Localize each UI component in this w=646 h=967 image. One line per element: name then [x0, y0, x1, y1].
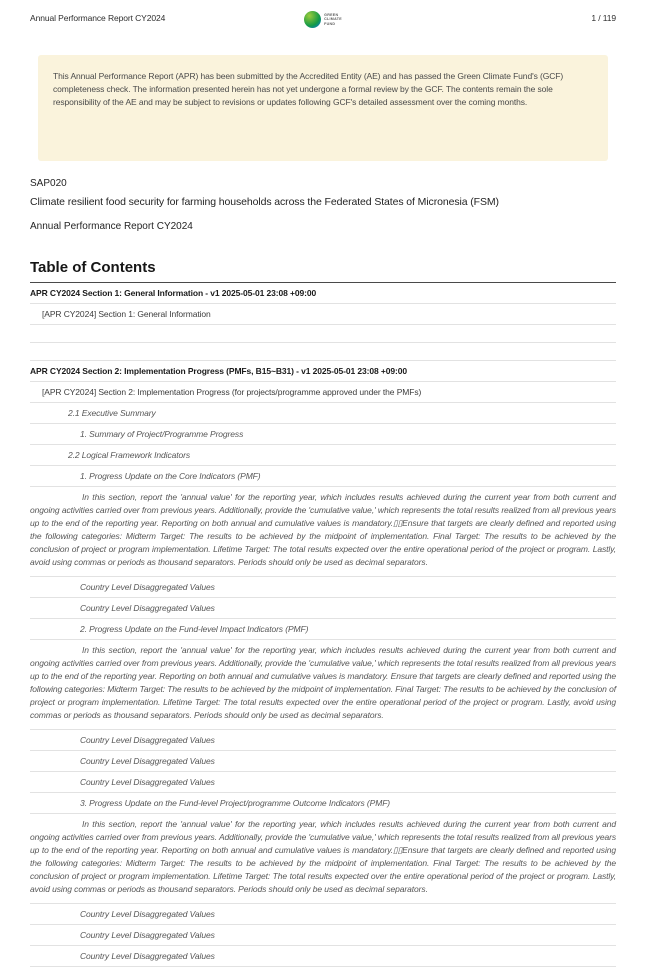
toc-row-sub2: Country Level Disaggregated Values	[30, 925, 616, 946]
toc-row-section: APR CY2024 Section 2: Implementation Progress (PMFs, B15~B31) - v1 2025-05-01 23:08 +09:00	[30, 361, 616, 382]
toc-row-sub1: 2.2 Logical Framework Indicators	[30, 445, 616, 466]
completeness-notice-box	[38, 55, 608, 161]
gcf-logo-text	[324, 13, 342, 26]
page-number-indicator: 1 / 119	[591, 13, 616, 23]
toc-row-sub2: 3. Progress Update on the Fund-level Project/programme Outcome Indicators (PMF)	[30, 793, 616, 814]
project-code: SAP020	[30, 178, 67, 189]
toc-row-sub2: Country Level Disaggregated Values	[30, 577, 616, 598]
gcf-logo-line2: CLIMATE	[324, 17, 342, 22]
toc-row-sub2: 2. Progress Update on the Fund-level Impact Indicators (PMF)	[30, 619, 616, 640]
toc-row-sub2: Country Level Disaggregated Values	[30, 946, 616, 967]
toc-row-entry: [APR CY2024] Section 2: Implementation Progress (for projects/programme approved under the PMFs)	[30, 382, 616, 403]
toc-row-paragraph: In this section, report the 'annual value' for the reporting year, which includes results achieved during the current year from both current and ongoing activities carried over from previous years. Additionally, provide the 'cumulative value,' which represents the total results realized from all previous years up to the end of the reporting year. Reporting on both annual and cumulative values is mandatory.▯▯Ensure that targets are clearly defined and reported using the following categories: Midterm Target: The results to be achieved by the midpoint of implementation. Final Target: The results to be achieved by the conclusion of project or program implementation. Lifetime Target: The total results expected over the entire operational period of the project or program. Lastly, avoid using commas or periods as thousand separators. Periods should only be used as decimal separators.	[30, 487, 616, 577]
gcf-logo-line3: FUND	[324, 21, 336, 26]
report-subtitle: Annual Performance Report CY2024	[30, 221, 193, 232]
toc-row-entry: [APR CY2024] Section 1: General Information	[30, 304, 616, 325]
toc-row-sub2: Country Level Disaggregated Values	[30, 772, 616, 793]
toc-row-sub2: Country Level Disaggregated Values	[30, 751, 616, 772]
gcf-globe-icon	[304, 11, 321, 28]
toc-row-empty	[30, 325, 616, 343]
toc-row-sub2: Country Level Disaggregated Values	[30, 730, 616, 751]
toc-row-section: APR CY2024 Section 1: General Information - v1 2025-05-01 23:08 +09:00	[30, 283, 616, 304]
toc-row-sub2: Country Level Disaggregated Values	[30, 904, 616, 925]
completeness-notice-text: This Annual Performance Report (APR) has been submitted by the Accredited Entity (AE) and has passed the Green Climate Fund's (GCF) completeness check. The information presented herein has not yet undergone a formal review by the GCF. The contents remain the sole responsibility of the AE and may be subject to revisions or updates following GCF's detailed assessment over the coming months.	[53, 71, 564, 107]
toc-row-sub2: 1. Summary of Project/Programme Progress	[30, 424, 616, 445]
toc-rows	[30, 283, 616, 967]
page-header	[30, 0, 616, 28]
gcf-logo	[304, 11, 342, 28]
project-title: Climate resilient food security for farming households across the Federated States of Micronesia (FSM)	[30, 196, 499, 208]
gcf-logo-line1: GREEN	[324, 13, 339, 18]
toc-row-empty	[30, 343, 616, 361]
toc-row-sub2: 1. Progress Update on the Core Indicators (PMF)	[30, 466, 616, 487]
toc-row-paragraph: In this section, report the 'annual value' for the reporting year, which includes results achieved during the current year from both current and ongoing activities carried over from previous years. Additionally, provide the 'cumulative value,' which represents the total results realized from all previous years up to the end of the reporting year. Reporting on both annual and cumulative values is mandatory.▯▯Ensure that targets are clearly defined and reported using the following categories: Midterm Target: The results to be achieved by the midpoint of implementation. Final Target: The results to be achieved by the conclusion of project or program implementation. Lifetime Target: The total results expected over the entire operational period of the project or program. Lastly, avoid using commas or periods as thousand separators. Periods should only be used as decimal separators.	[30, 814, 616, 904]
toc-row-sub1: 2.1 Executive Summary	[30, 403, 616, 424]
toc-row-sub2: Country Level Disaggregated Values	[30, 598, 616, 619]
toc-heading: Table of Contents	[30, 259, 616, 283]
project-identification	[30, 178, 616, 232]
toc-row-paragraph: In this section, report the 'annual value' for the reporting year, which includes results achieved during the current year from both current and ongoing activities carried over from previous years. Additionally, provide the 'cumulative value,' which represents the total results realized from all previous years up to the end of the reporting year. Reporting on both annual and cumulative values is mandatory. Ensure that targets are clearly defined and reported using the following categories: Midterm Target: The results to be achieved by the midpoint of implementation. Final Target: The results to be achieved by the conclusion of project or program implementation. Lifetime Target: The total results expected over the entire operational period of the project or program. Lastly, avoid using commas or periods as thousand separators. Periods should only be used as decimal separators.	[30, 640, 616, 730]
header-report-title: Annual Performance Report CY2024	[30, 13, 166, 23]
